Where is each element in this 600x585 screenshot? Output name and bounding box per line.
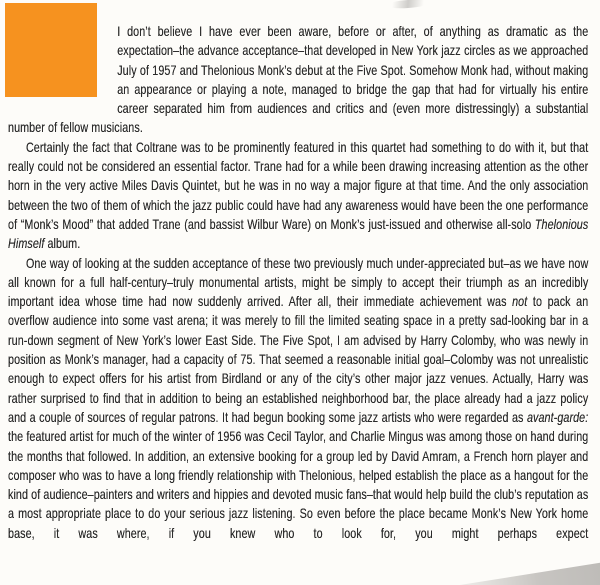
- body-text: [8, 22, 588, 543]
- text-run: I don’t believe I have ever been aware, before or after, of anything as dramatic as the expectation–the advance acceptance–that developed in New York jazz circles as we approached July of 1957 and Thelonious Monk’s debut at the Five Spot. Somehow Monk had, without making an appearance or playing a note, managed to bridge the gap that had for virtually his entire career separated him from audiences and critics and (even more distressingly) a substantial number of fellow musicians.: [8, 24, 589, 136]
- scan-shadow-bottom-right: [431, 561, 600, 585]
- paragraph-3: [8, 254, 588, 543]
- italic-text-run: Thelonious Himself: [8, 216, 589, 252]
- text-run: to pack an overflow audience into some vast arena; it was merely to fill the limited seating space in a pretty sad-looking bar in a run-down segment of New York’s lower East Side. The Five Spot, I am advised by Harry Colomby, who was newly in position as Monk’s manager, had a capacity of 75. That seemed a reasonable initial goal–Colomby was not unrealistic enough to expect offers for his artist from Birdland or any of the city’s other major jazz venues. Actually, Harry was rather surprised to find that in addition to being an established neighborhood bar, the place already had a jazz policy and a couple of sources of regular patrons. It had begun booking some jazz artists who were regarded as: [8, 294, 589, 425]
- text-run: Certainly the fact that Coltrane was to be prominently featured in this quartet had something to do with it, but that really could not be considered an essential factor. Trane had for a while been drawing increasing attention as the other horn in the very active Miles Davis Quintet, but he was in no way a major figure at that time. And the only association between the two of them of which the jazz public could have had any awareness would have been the one performance of “Monk’s Mood” that added Trane (and bassist Wilbur Ware) on Monk’s just-issued and otherwise all-solo: [8, 139, 589, 232]
- italic-text-run: avant-garde:: [526, 409, 589, 425]
- text-run: album.: [44, 236, 81, 252]
- italic-text-run: not: [512, 294, 528, 310]
- text-run: One way of looking at the sudden acceptance of these two previously much under-appreciated but–as we have now all known for a full half-century–truly monumental artists, might be simply to accept their triumph as an incredibly important idea whose time had now suddenly arrived. After all, their immediate achievement was: [8, 255, 589, 310]
- paragraph-2: [8, 138, 588, 254]
- text-wrap-spacer: [8, 22, 117, 112]
- scan-smudge-icon: [386, 0, 430, 10]
- text-run: the featured artist for much of the winter of 1956 was Cecil Taylor, and Charlie Mingus was among those on hand during the months that followed. In addition, an extensive booking for a group led by David Amram, a French horn player and composer who was to have a long friendly relationship with Thelonious, helped establish the place as a hangout for the kind of audience–painters and writers and hippies and devoted music fans–that would help build the club’s reputation as a most appropriate place to do your serious jazz listening. So even before the place became Monk’s New York home base, it was where, if you knew who to look for, you might perhaps expect: [8, 429, 589, 541]
